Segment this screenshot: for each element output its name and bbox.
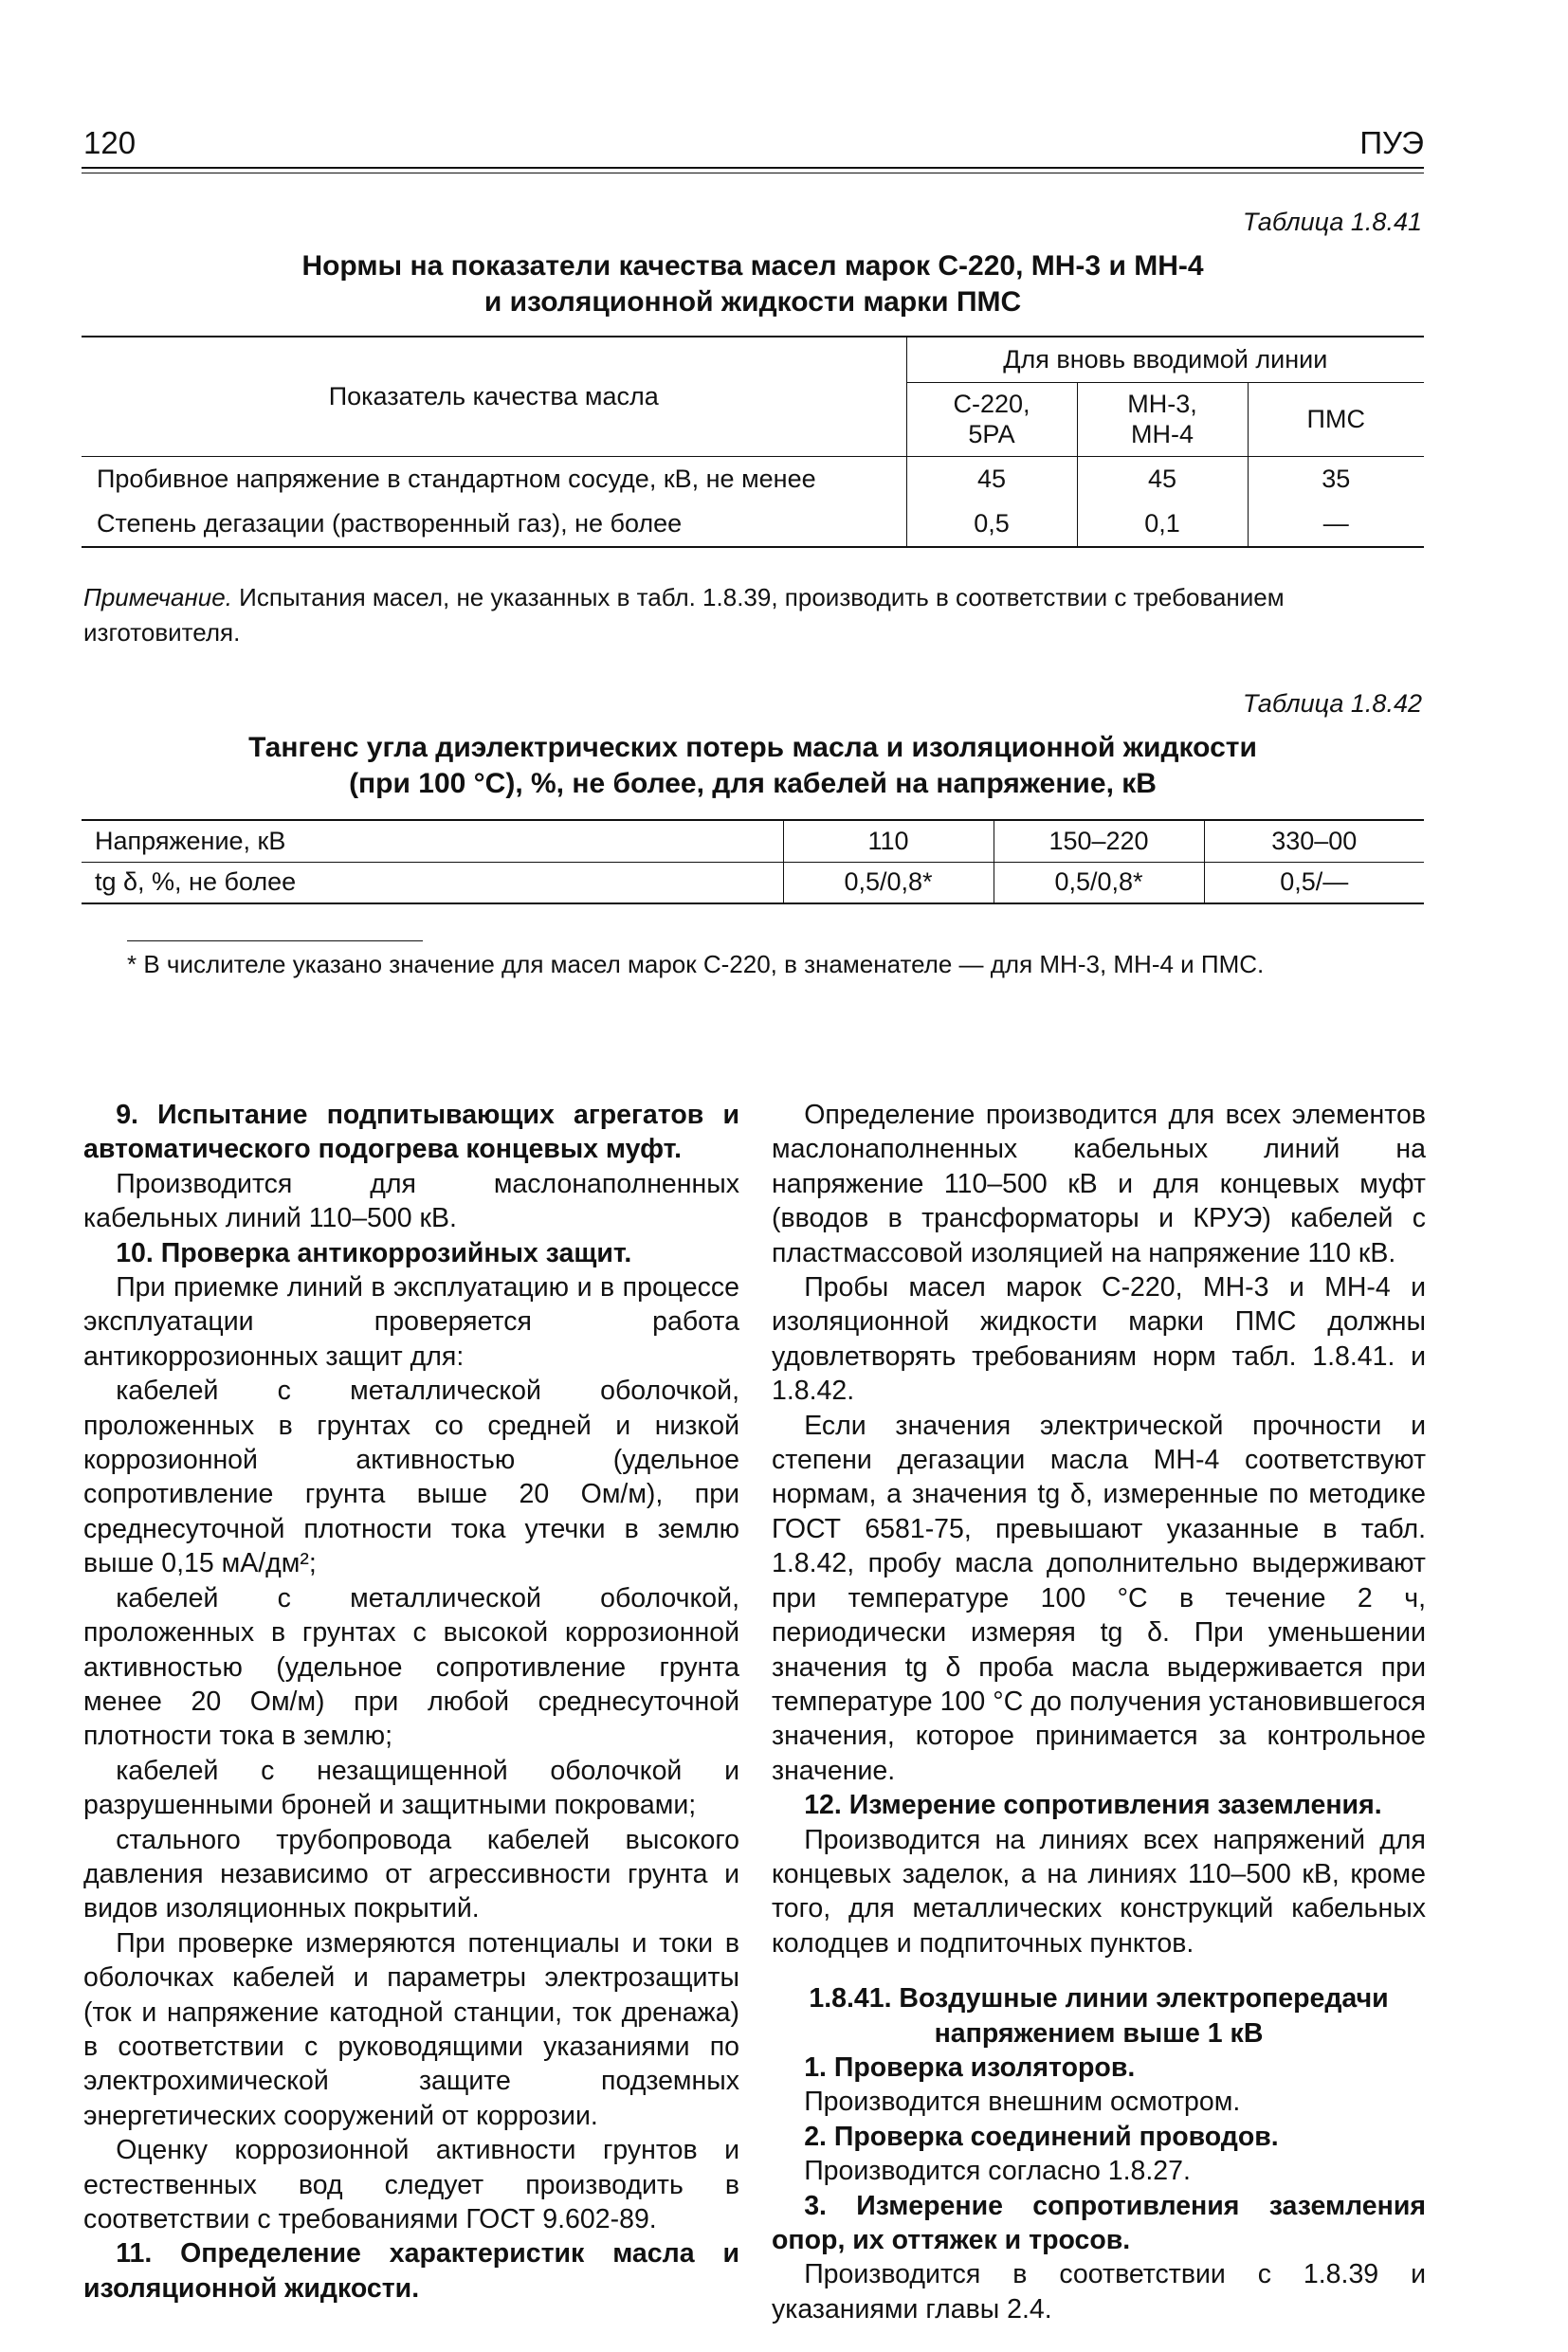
paragraph: кабелей с металлической оболочкой, проложенных в грунтах с высокой коррозионной активностью (удельное сопротивление грунта менее 20 Ом/м) при любой среднесуточной плотности тока в землю; — [83, 1582, 739, 1752]
header-cell: Для вновь вводимой линии — [906, 337, 1424, 382]
table-title-line: и изоляционной жидкости марки ПМС — [483, 285, 1022, 318]
table-cell: 150–220 — [994, 820, 1204, 862]
table-row — [82, 501, 1424, 547]
table-note — [83, 580, 1420, 650]
table-row — [82, 456, 1424, 501]
paragraph: Производится внешним осмотром. — [804, 2087, 1241, 2118]
header-cell-line: МН-3, — [1127, 389, 1197, 418]
section-heading: 9. Испытание подпитывающих агрегатов и автоматического подогрева концевых муфт. — [83, 1100, 739, 1165]
table-title-line: Тангенс угла диэлектрических потерь масла и изоляционной жидкости — [248, 732, 1257, 763]
table-cell: Напряжение, кВ — [82, 820, 783, 862]
table-footnote: * В числителе указано значение для масел марок С-220, в знаменателе — для МН-3, МН-4 и ПМС. — [127, 950, 1265, 978]
header-cell: ПМС — [1306, 404, 1365, 433]
paragraph: Оценку коррозионной активности грунтов и естественных вод следует производить в соответствии с требованиями ГОСТ 9.602-89. — [83, 2135, 739, 2234]
footnote-rule — [127, 940, 423, 941]
table-1-8-41 — [82, 336, 1424, 548]
paragraph: Производится для маслонаполненных кабельных линий 110–500 кВ. — [83, 1168, 739, 1234]
paragraph: кабелей с металлической оболочкой, проложенных в грунтах со средней и низкой коррозионной активностью (удельное сопротивление грунта выше 20 Ом/м), при среднесуточной плотности тока утечки в землю выше 0,15 мА/дм²; — [83, 1376, 739, 1579]
table-row — [82, 820, 1424, 862]
paragraph: При приемке линий в эксплуатацию и в процессе эксплуатации проверяется работа антикоррозионных защит для: — [83, 1272, 739, 1372]
paragraph: Производится согласно 1.8.27. — [804, 2156, 1191, 2187]
paragraph: При проверке измеряются потенциалы и токи в оболочках кабелей и параметры электрозащиты (ток и напряжение катодной станции, ток дренажа) в соответствии с руководящими указаниями по электрохимической защите подземных энергетических сооружений от коррозии. — [83, 1927, 739, 2131]
table-cell: 110 — [783, 820, 994, 862]
table-label: Таблица 1.8.42 — [1242, 689, 1422, 718]
header-cell — [1077, 382, 1248, 456]
table-title — [82, 730, 1424, 801]
note-label: Примечание. — [83, 583, 232, 611]
table-cell: 330–00 — [1271, 826, 1358, 855]
table-cell: 45 — [1077, 456, 1248, 501]
note-text: Испытания масел, не указанных в табл. 1.8.39, производить в соответствии с требованием изготовителя. — [83, 583, 1285, 647]
section-heading: 3. Измерение сопротивления заземления опор, их оттяжек и тросов. — [772, 2190, 1426, 2255]
table-row — [82, 862, 1424, 903]
paragraph: Производится на линиях всех напряжений для концевых заделок, а на линиях 110–500 кВ, кроме того, для металлических конструкций кабельных колодцев и подпиточных пунктов. — [772, 1824, 1426, 1959]
table-title — [82, 248, 1424, 319]
table-cell: 35 — [1322, 464, 1351, 493]
header-cell-line: МН-4 — [1131, 420, 1194, 448]
header-cell-line: 5РА — [968, 420, 1015, 448]
paragraph: Пробы масел марок С-220, МН-3 и МН-4 и изоляционной жидкости марки ПМС должны удовлетворять требованиям норм табл. 1.8.41. и 1.8.42. — [772, 1272, 1426, 1407]
section-heading: 10. Проверка антикоррозийных защит. — [116, 1237, 632, 1268]
table-cell: 0,5/0,8* — [783, 862, 994, 903]
paragraph: Определение производится для всех элементов маслонаполненных кабельных линий на напряжение 110–500 кВ и для концевых муфт (вводов в трансформаторы и КРУЭ) кабелей с пластмассовой изоляцией на напряжение 110 кВ. — [772, 1100, 1426, 1268]
header-cell-line: С-220, — [953, 389, 1030, 418]
running-title: ПУЭ — [1359, 125, 1424, 160]
table-title-line: Нормы на показатели качества масел марок С-220, МН-3 и МН-4 — [301, 250, 1204, 282]
header-cell — [906, 382, 1077, 456]
section-heading: 12. Измерение сопротивления заземления. — [804, 1790, 1382, 1821]
section-heading: 1. Проверка изоляторов. — [804, 2051, 1136, 2083]
paragraph: стального трубопровода кабелей высокого давления независимо от агрессивности грунта и видов изоляционных покрытий. — [83, 1824, 739, 1924]
right-column — [772, 1098, 1426, 2326]
table-cell: tg δ, %, не более — [82, 862, 783, 903]
table-cell: 0,1 — [1077, 501, 1248, 547]
table-label: Таблица 1.8.41 — [1242, 208, 1422, 236]
table-cell: 0,5/0,8* — [994, 862, 1204, 903]
table-cell: 0,5 — [906, 501, 1077, 547]
table-1-8-42 — [82, 819, 1424, 904]
header-rule — [82, 167, 1424, 169]
section-heading: 11. Определение характеристик масла и изоляционной жидкости. — [83, 2238, 739, 2304]
table-title-line: (при 100 °С), %, не более, для кабелей на напряжение, кВ — [349, 767, 1157, 799]
page-number: 120 — [83, 125, 137, 160]
paragraph: Производится в соответствии с 1.8.39 и указаниями главы 2.4. — [772, 2259, 1426, 2325]
table-cell: 0,5/— — [1280, 867, 1349, 897]
table-cell: Степень дегазации (растворенный газ), не более — [82, 501, 906, 547]
section-heading: 2. Проверка соединений проводов. — [804, 2121, 1279, 2152]
paragraph: кабелей с незащищенной оболочкой и разрушенными броней и защитными покровами; — [83, 1755, 739, 1821]
left-column — [83, 1098, 739, 2306]
section-heading: 1.8.41. Воздушные линии электропередачи напряжением выше 1 кВ — [809, 1983, 1389, 2049]
table-cell: 45 — [906, 456, 1077, 501]
table-cell: Пробивное напряжение в стандартном сосуде, кВ, не менее — [82, 456, 906, 501]
table-cell: — — [1322, 509, 1349, 538]
paragraph: Если значения электрической прочности и степени дегазации масла МН-4 соответствуют нормам, а значения tg δ, измеренные по методике ГОСТ 6581-75, превышают указанные в табл. 1.8.42, пробу масла дополнительно выдерживают при температуре 100 °С в течение 2 ч, периодически измеряя tg δ. При уменьшении значения tg δ проба масла выдерживается при температуре 100 °С до получения установившегося значения, которое принимается за контрольное значение. — [772, 1410, 1426, 1786]
header-cell: Показатель качества масла — [82, 337, 906, 456]
